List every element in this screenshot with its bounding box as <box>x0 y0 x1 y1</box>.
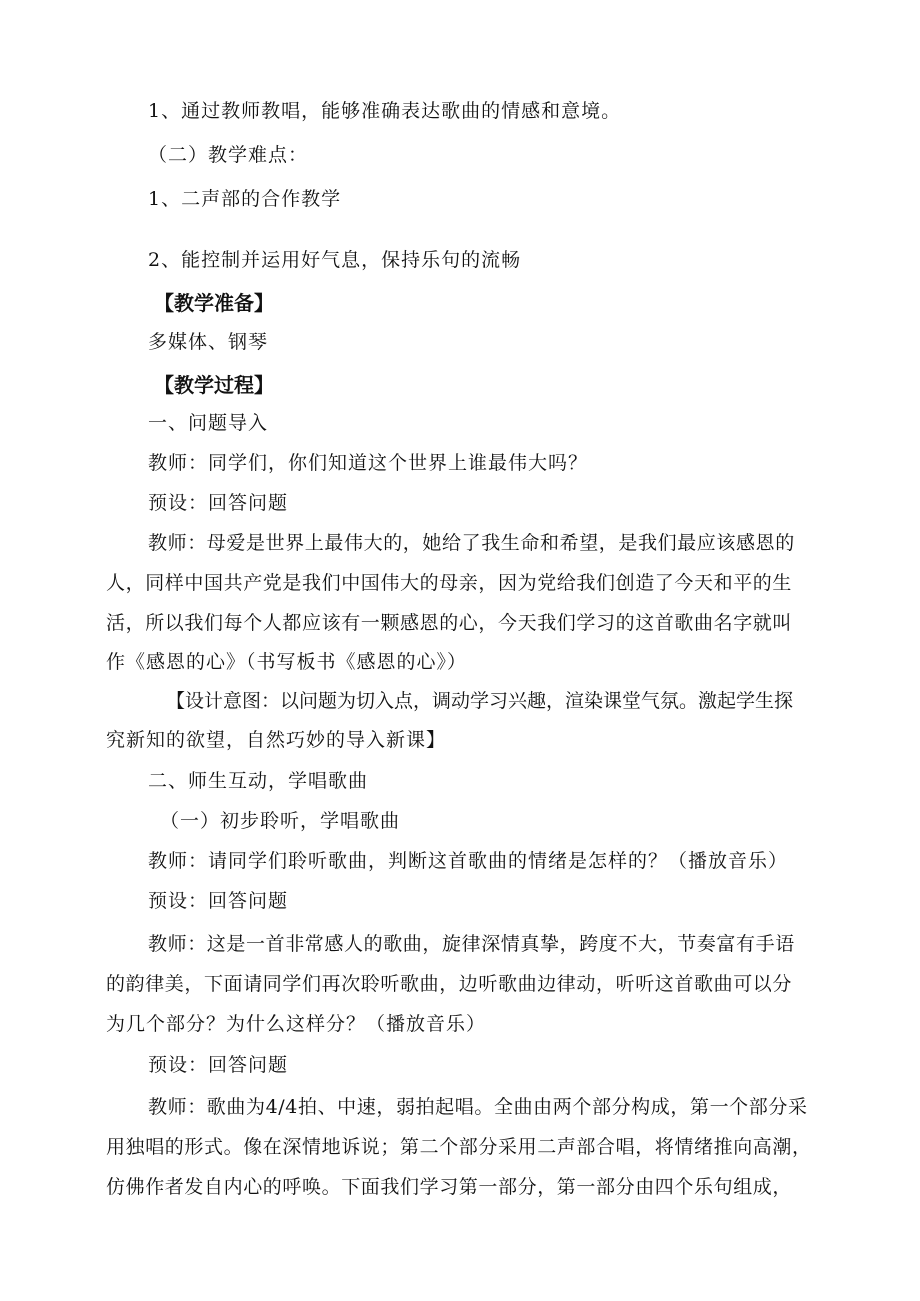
difficulty-2: 2、能控制并运用好气息，保持乐句的流畅 <box>148 249 522 271</box>
substep-1-heading: （一）初步聆听，学唱歌曲 <box>160 810 401 832</box>
section-preparation-heading: 【教学准备】 <box>154 291 274 315</box>
preset-answer-1: 预设：回答问题 <box>148 492 289 514</box>
teacher-paragraph-3-line-3: 仿佛作者发自内心的呼唤。下面我们学习第一部分，第一部分由四个乐句组成， <box>106 1176 793 1198</box>
teacher-question: 教师：同学们，你们知道这个世界上谁最伟大吗？ <box>148 452 589 474</box>
step-1-heading: 一、问题导入 <box>148 412 269 434</box>
teacher-paragraph-2-line-3: 为几个部分？为什么这样分？（播放音乐） <box>106 1013 487 1035</box>
design-intent-line-2: 究新知的欲望，自然巧妙的导入新课】 <box>106 729 447 751</box>
teacher-paragraph-1-line-2: 人，同样中国共产党是我们中国伟大的母亲，因为党给我们创造了今天和平的生 <box>106 572 793 594</box>
step-2-heading: 二、师生互动，学唱歌曲 <box>148 770 369 792</box>
preset-answer-2: 预设：回答问题 <box>148 890 289 912</box>
design-intent-line-1: 【设计意图：以问题为切入点，调动学习兴趣，渲染课堂气氛。激起学生探 <box>166 690 794 712</box>
key-point-1: 1、通过教师教唱，能够准确表达歌曲的情感和意境。 <box>148 100 622 122</box>
preparation-items: 多媒体、钢琴 <box>148 331 269 353</box>
teacher-paragraph-1-line-1: 教师：母爱是世界上最伟大的，她给了我生命和希望，是我们最应该感恩的 <box>148 532 795 554</box>
teacher-paragraph-3-line-1: 教师：歌曲为4/4拍、中速，弱拍起唱。全曲由两个部分构成，第一个部分采 <box>148 1096 808 1118</box>
teacher-paragraph-1-line-4: 作《感恩的心》（书写板书《感恩的心》） <box>106 651 468 673</box>
section-process-heading: 【教学过程】 <box>154 373 274 397</box>
teacher-paragraph-3-line-2: 用独唱的形式。像在深情地诉说；第二个部分采用二声部合唱，将情绪推向高潮， <box>106 1136 812 1158</box>
preset-answer-3: 预设：回答问题 <box>148 1054 289 1076</box>
teacher-paragraph-2-line-2: 的韵律美，下面请同学们再次聆听歌曲，边听歌曲边律动，听听这首歌曲可以分 <box>106 973 793 995</box>
difficulty-heading: （二）教学难点： <box>148 144 309 166</box>
teacher-instruction-listen: 教师：请同学们聆听歌曲，判断这首歌曲的情绪是怎样的？（播放音乐） <box>148 850 789 872</box>
teacher-paragraph-1-line-3: 活，所以我们每个人都应该有一颗感恩的心，今天我们学习的这首歌曲名字就叫 <box>106 612 793 634</box>
difficulty-1: 1、二声部的合作教学 <box>148 188 342 210</box>
teacher-paragraph-2-line-1: 教师：这是一首非常感人的歌曲，旋律深情真挚，跨度不大，节奏富有手语 <box>148 933 795 955</box>
